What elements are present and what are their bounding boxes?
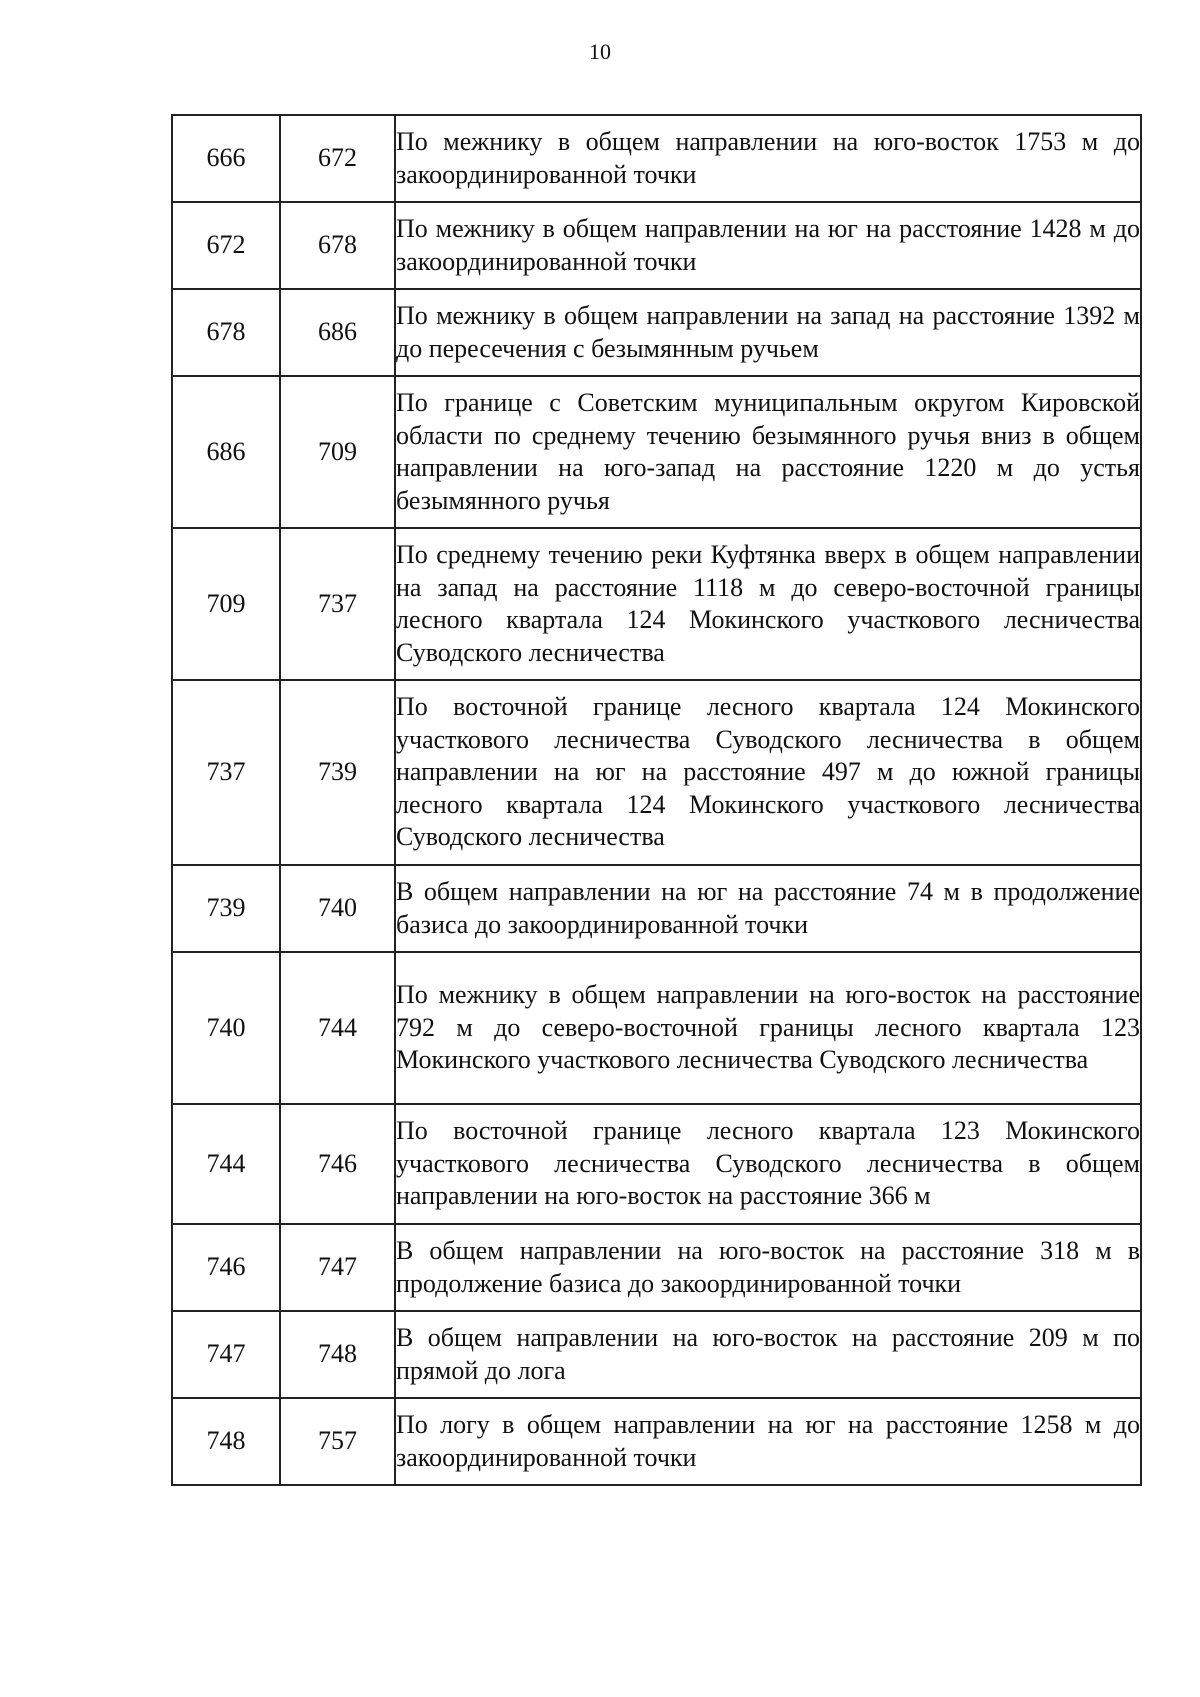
- to-point-cell: 672: [280, 115, 395, 202]
- to-point-cell: 739: [280, 680, 395, 865]
- from-point-cell: 686: [172, 376, 280, 528]
- from-point-cell: 740: [172, 952, 280, 1104]
- from-point-cell: 744: [172, 1104, 280, 1224]
- table-row: [172, 1311, 1141, 1398]
- table-row: [172, 289, 1141, 376]
- from-point-cell: 746: [172, 1224, 280, 1311]
- table-row: [172, 115, 1141, 202]
- from-point-cell: 666: [172, 115, 280, 202]
- table-row: [172, 1224, 1141, 1311]
- description-cell: По межнику в общем направлении на юг на расстояние 1428 м до закоординированной точки: [395, 202, 1141, 289]
- description-cell: В общем направлении на юго-восток на расстояние 209 м по прямой до лога: [395, 1311, 1141, 1398]
- from-point-cell: 678: [172, 289, 280, 376]
- boundary-description-table: [171, 114, 1142, 1486]
- to-point-cell: 757: [280, 1398, 395, 1485]
- to-point-cell: 709: [280, 376, 395, 528]
- from-point-cell: 747: [172, 1311, 280, 1398]
- from-point-cell: 737: [172, 680, 280, 865]
- table-row: [172, 952, 1141, 1104]
- table-row: [172, 376, 1141, 528]
- description-cell: В общем направлении на юг на расстояние 74 м в продолжение базиса до закоординированной точки: [395, 865, 1141, 952]
- to-point-cell: 747: [280, 1224, 395, 1311]
- from-point-cell: 748: [172, 1398, 280, 1485]
- description-cell: По логу в общем направлении на юг на расстояние 1258 м до закоординированной точки: [395, 1398, 1141, 1485]
- table-row: [172, 1398, 1141, 1485]
- to-point-cell: 744: [280, 952, 395, 1104]
- description-cell: В общем направлении на юго-восток на расстояние 318 м в продолжение базиса до закоординированной точки: [395, 1224, 1141, 1311]
- description-cell: По восточной границе лесного квартала 124 Мокинского участкового лесничества Суводского лесничества в общем направлении на юг на расстояние 497 м до южной границы лесного квартала 124 Мокинского участкового лесничества Суводского лесничества: [395, 680, 1141, 865]
- from-point-cell: 672: [172, 202, 280, 289]
- description-cell: По границе с Советским муниципальным округом Кировской области по среднему течению безымянного ручья вниз в общем направлении на юго-запад на расстояние 1220 м до устья безымянного ручья: [395, 376, 1141, 528]
- page-number: 10: [589, 39, 611, 64]
- table-row: [172, 202, 1141, 289]
- description-cell: По среднему течению реки Куфтянка вверх в общем направлении на запад на расстояние 1118 м до северо-восточной границы лесного квартала 124 Мокинского участкового лесничества Суводского лесничества: [395, 528, 1141, 680]
- to-point-cell: 686: [280, 289, 395, 376]
- description-cell: По межнику в общем направлении на запад на расстояние 1392 м до пересечения с безымянным ручьем: [395, 289, 1141, 376]
- from-point-cell: 739: [172, 865, 280, 952]
- to-point-cell: 740: [280, 865, 395, 952]
- description-cell: По восточной границе лесного квартала 123 Мокинского участкового лесничества Суводского лесничества в общем направлении на юго-восток на расстояние 366 м: [395, 1104, 1141, 1224]
- table-row: [172, 865, 1141, 952]
- to-point-cell: 737: [280, 528, 395, 680]
- to-point-cell: 748: [280, 1311, 395, 1398]
- description-cell: По межнику в общем направлении на юго-восток 1753 м до закоординированной точки: [395, 115, 1141, 202]
- table-row: [172, 1104, 1141, 1224]
- description-cell: По межнику в общем направлении на юго-восток на расстояние 792 м до северо-восточной границы лесного квартала 123 Мокинского участкового лесничества Суводского лесничества: [395, 952, 1141, 1104]
- to-point-cell: 678: [280, 202, 395, 289]
- table-row: [172, 528, 1141, 680]
- table-row: [172, 680, 1141, 865]
- to-point-cell: 746: [280, 1104, 395, 1224]
- from-point-cell: 709: [172, 528, 280, 680]
